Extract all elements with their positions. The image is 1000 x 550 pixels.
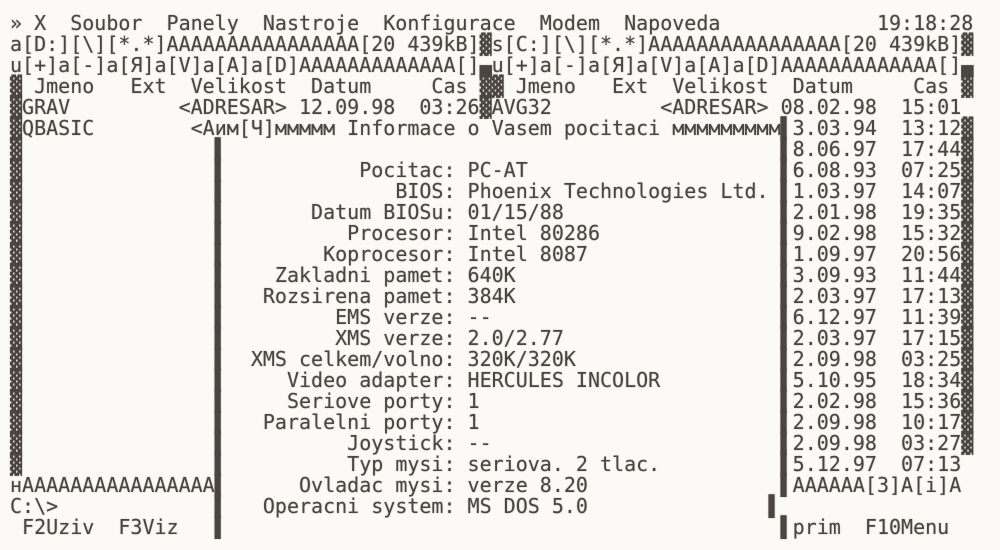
dialog-field-row-typ-mysi: ▓ ▌ Typ mysi: seriova. 2 tlac. ▌5.12.97 07:13 [10, 452, 962, 476]
dialog-field-row-procesor: ▓ ▌ Procesor: Intel 80286 ▌9.02.98 15:32▓ [10, 221, 974, 245]
menu-item-nastroje[interactable]: Nastroje [262, 11, 360, 35]
dialog-field-row-koprocesor: ▓ ▌ Koprocesor: Intel 8087 ▌1.09.97 20:56▓ [10, 242, 974, 266]
menu-item-konfigurace[interactable]: Konfigurace [383, 11, 516, 35]
panel-sort-buttons-row[interactable]: u[+]a[-]a[Я]a[V]a[A]a[D]AAAAAAAAAAAAA[]▄u[+]a[-]a[Я]a[V]a[A]a[D]AAAAAAAAAAAAA[]▄ [10, 53, 974, 77]
dialog-field-row-datum-biosu: ▓ ▌ Datum BIOSu: 01/15/88 ▌2.01.98 19:35▓ [10, 200, 974, 224]
file-row-grav-avg32[interactable]: ▓GRAV <ADRESAR> 12.09.98 03:26▓AVG32 <ADRESAR> 08.02.98 15:01 [10, 95, 962, 119]
menu-bar [10, 13, 1000, 34]
fkey-f2-user-button[interactable]: F2Uziv [22, 515, 95, 539]
menu-item-panely[interactable]: Panely [166, 11, 239, 35]
drive-bar-row[interactable]: a[D:][\][*.*]AAAAAAAAAAAAAAAA[20 439kB]▓s[C:][\][*.*]AAAAAAAAAAAAAAAA[20 439kB]▓ [10, 32, 974, 56]
dialog-field-row-ovladac-mysi-panel-bottom-border: нAAAAAAAAAAAAAAAA▌ Ovladac mysi: verze 8.20 ▌AAAAAA[3]A[i]A [10, 473, 962, 497]
dialog-field-row-joystick: ▓ ▌ Joystick: -- ▌2.09.98 03:27▓ [10, 431, 974, 455]
fkey-f10-menu-button[interactable]: F10Menu [864, 515, 950, 539]
fkey-partial-label[interactable]: prim [792, 515, 841, 539]
dialog-field-row-ems-verze: ▓ ▌ EMS verze: -- ▌6.12.97 11:39▓ [10, 305, 974, 329]
dialog-right-border-glyph: ▌ [780, 515, 793, 539]
dialog-left-border-glyph: ▌ [214, 515, 227, 539]
function-key-bar [10, 517, 1000, 538]
dialog-field-row-zakladni-pamet: ▓ ▌ Zakladni pamet: 640K ▌3.09.93 11:44▓ [10, 263, 974, 287]
dialog-field-row-paralelni-porty: ▓ ▌ Paralelni porty: 1 ▌2.09.98 10:17▓ [10, 410, 974, 434]
dialog-field-row-bios: ▓ ▌ BIOS: Phoenix Technologies Ltd. ▌1.03.97 14:07▓ [10, 179, 974, 203]
command-prompt-row[interactable]: C:\> ▌ Operacni system: MS DOS 5.0 ▌ [10, 494, 781, 518]
dialog-blank-row: ▓ ▌ ▌8.06.97 17:44▓ [10, 137, 974, 161]
menu-item-soubor[interactable]: Soubor [70, 11, 143, 35]
dialog-field-row-pocitac: ▓ ▌ Pocitac: PC-AT ▌6.08.93 07:25▓ [10, 158, 974, 182]
dialog-field-row-xms-verze: ▓ ▌ XMS verze: 2.0/2.77 ▌2.03.97 17:15▓ [10, 326, 974, 350]
clock: 19:18:28 [876, 11, 974, 35]
column-headers-row: ▓ Jmeno Ext Velikost Datum Cas ▓▓ Jmeno Ext Velikost Datum Cas ▓ [10, 74, 974, 98]
dialog-field-row-seriove-porty: ▓ ▌ Seriove porty: 1 ▌2.02.98 15:36▓ [10, 389, 974, 413]
fkey-f3-view-button[interactable]: F3Viz [118, 515, 179, 539]
dialog-field-row-rozsirena-pamet: ▓ ▌ Rozsirena pamet: 384K ▌2.03.97 17:13▓ [10, 284, 974, 308]
menu-item-modem[interactable]: Modem [539, 11, 601, 35]
menu-item-napoveda[interactable]: Napoveda [624, 11, 721, 35]
dialog-field-row-xms-celkem-volno: ▓ ▌ XMS celkem/volno: 320K/320K ▌2.09.98 03:25▓ [10, 347, 974, 371]
dialog-field-row-video-adapter: ▓ ▌ Video adapter: HERCULES INCOLOR ▌5.10.95 18:34▓ [10, 368, 974, 392]
system-menu-icon[interactable]: » X [10, 11, 47, 35]
dialog-title-row[interactable]: ▓QBASIC <Aим[Ч]ммммм Informace o Vasem pocitaci ммммммммм▌3.03.94 13:12▓ [10, 116, 974, 140]
